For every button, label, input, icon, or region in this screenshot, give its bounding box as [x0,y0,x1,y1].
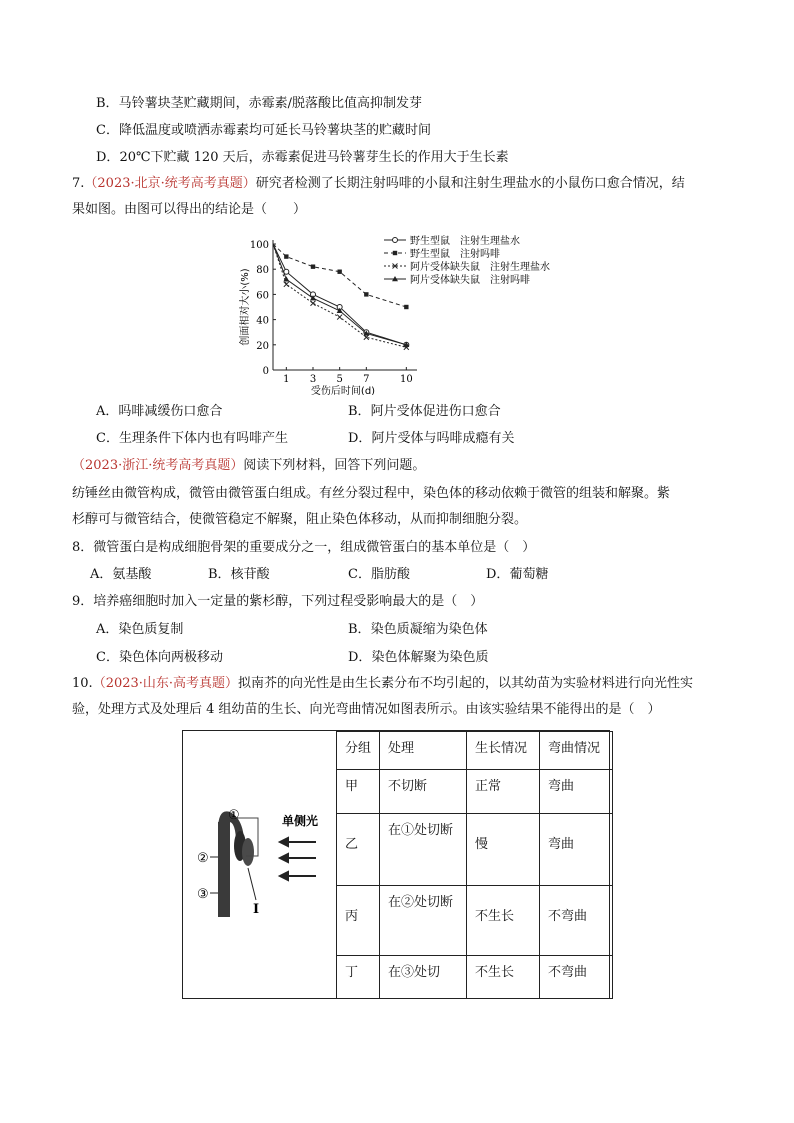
table-cell: 不弯曲 [540,886,613,956]
question-number: 7. [72,176,85,191]
data-point [364,292,368,296]
cotyledon [242,838,254,866]
table-cell: 在③处切 [380,956,467,999]
header-cell: 生长情况 [467,732,540,770]
marker-1: ① [228,808,240,823]
option-letter: B． [348,404,371,419]
seedling-figure [196,800,331,920]
q10-results-table [336,731,613,999]
q7-stem-line1 [72,174,685,194]
legend-entry: 阿片受体缺失鼠 注射吗啡 [410,275,530,286]
q6-option-b [96,94,422,114]
option-letter: C． [96,123,119,138]
table-cell: 不切断 [380,770,467,814]
table-row [337,770,613,814]
option-text: 核苷酸 [230,567,270,582]
y-tick-label: 0 [262,366,269,377]
wound-healing-chart [238,230,568,395]
y-tick-label: 40 [256,315,269,327]
series-line [273,244,406,345]
y-axis-label: 创面相对大小(%) [240,268,251,346]
passage-header [72,456,425,476]
option-text: 染色质复制 [118,622,184,637]
data-point [284,282,289,287]
x-tick-label: 5 [336,374,343,385]
option-letter: C． [96,650,119,665]
q9-option-d [348,648,488,668]
legend-entry: 野生型鼠 注射吗啡 [410,249,500,260]
question-source: （2023·北京·统考高考真题） [84,176,256,191]
option-text: 脂肪酸 [370,567,410,582]
light-arrows [280,838,316,880]
table-cell: 慢 [467,814,540,886]
question-number: 10. [72,676,93,691]
question-source: （2023·山东·高考真题） [92,676,239,691]
data-point [284,254,288,258]
option-letter: B． [348,622,371,637]
q7-option-b [348,402,501,422]
unilateral-light-label: 单侧光 [282,814,319,828]
header-cell: 处理 [380,732,467,770]
chart-series [273,244,409,350]
x-axis-label: 受伤后时间(d) [310,386,376,395]
q9-stem: 9．培养癌细胞时加入一定量的紫杉醇，下列过程受影响最大的是（ ） [72,594,484,609]
data-point [393,238,398,243]
table-cell: 乙 [337,814,380,886]
series-line [273,244,406,345]
option-letter: A． [96,404,119,419]
option-text: 葡萄糖 [509,567,549,582]
q9-option-b [348,620,488,640]
q10-stem-line1 [72,674,693,694]
legend-entry: 野生型鼠 注射生理盐水 [410,236,520,247]
y-tick-label: 20 [256,340,269,352]
option-text: 阿片受体促进伤口愈合 [370,404,501,419]
q10-stem-line2: 验，处理方式及处理后 4 组幼苗的生长、向光弯曲情况如图表所示。由该实验结果不能得出的是（ ） [72,702,661,717]
option-letter: A． [96,622,119,637]
option-letter: B． [96,96,119,111]
x-tick-label: 1 [283,374,290,385]
option-text: 染色体向两极移动 [118,650,223,665]
data-point [311,264,315,268]
option-letter: C． [348,567,371,582]
passage-source: （2023·浙江·统考高考真题） [72,458,244,473]
option-text: 染色质凝缩为染色体 [370,622,488,637]
table-cell: 正常 [467,770,540,814]
q6-option-c [96,121,431,141]
option-letter: C． [96,431,119,446]
table-row [337,814,613,886]
table-cell: 在②处切断 [380,886,467,956]
option-text: 阿片受体与吗啡成瘾有关 [371,431,515,446]
option-letter: D． [348,650,372,665]
seedling-stem [218,822,230,917]
q8-stem: 8．微管蛋白是构成细胞骨架的重要成分之一，组成微管蛋白的基本单位是（ ） [72,540,536,555]
table-row [337,956,613,999]
table-cell: 弯曲 [540,814,613,886]
marker-3: ③ [197,887,209,902]
option-letter: D． [348,431,372,446]
x-tick-label: 10 [399,374,413,385]
q6-option-d [96,148,509,168]
table-cell: 在①处切断 [380,814,467,886]
passage-text-line1: 纺锤丝由微管构成，微管由微管蛋白组成。有丝分裂过程中，染色体的移动依赖于微管的组装和解聚。紫 [72,486,671,501]
q7-option-a [96,402,222,422]
q7-stem-line2: 果如图。由图可以得出的结论是（ ） [72,202,307,217]
table-cell: 不弯曲 [540,956,613,999]
marker-2: ② [197,851,209,866]
table-cell: 不生长 [467,956,540,999]
series-line [273,244,406,347]
legend-entry: 阿片受体缺失鼠 注射生理盐水 [410,262,550,273]
table-cell: 甲 [337,770,380,814]
marker-i: I [253,902,260,917]
option-text: 吗啡减缓伤口愈合 [118,404,223,419]
data-point [337,270,341,274]
marker-i-leader [248,868,256,900]
q8-option-d [486,565,548,585]
chart-axes [238,240,417,395]
header-cell: 弯曲情况 [540,732,613,770]
q8-option-b [208,565,270,585]
data-point [404,305,408,309]
data-point [311,301,316,306]
x-tick-label: 3 [309,374,317,385]
table-cell: 不生长 [467,886,540,956]
option-text: 生理条件下体内也有吗啡产生 [118,431,288,446]
x-tick-label: 7 [363,374,370,385]
header-cell: 分组 [337,732,380,770]
y-tick-label: 100 [249,240,269,251]
question-stem: 拟南芥的向光性是由生长素分布不均引起的，以其幼苗为实验材料进行向光性实 [238,676,694,691]
option-text: 20℃下贮藏 120 天后，赤霉素促进马铃薯芽生长的作用大于生长素 [119,150,509,165]
q9-option-a [96,620,183,640]
passage-text-line2: 杉醇可与微管结合，使微管稳定不解聚，阻止染色体移动，从而抑制细胞分裂。 [72,512,528,527]
q8-option-a [90,565,151,585]
option-letter: D． [486,567,510,582]
chart-legend [384,234,550,286]
q7-option-d [348,429,514,449]
option-text: 马铃薯块茎贮藏期间，赤霉素/脱落酸比值高抑制发芽 [118,96,422,111]
q9-option-c [96,648,223,668]
table-header-row [337,732,613,770]
data-point [393,251,397,255]
question-stem: 研究者检测了长期注射吗啡的小鼠和注射生理盐水的小鼠伤口愈合情况，结 [255,176,685,191]
option-letter: B． [208,567,231,582]
q7-option-c [96,429,288,449]
option-text: 降低温度或喷洒赤霉素均可延长马铃薯块茎的贮藏时间 [118,123,431,138]
option-text: 氨基酸 [112,567,152,582]
y-tick-label: 80 [256,265,269,277]
passage-intro: 阅读下列材料，回答下列问题。 [243,458,426,473]
q8-option-c [348,565,410,585]
option-letter: D． [96,150,120,165]
data-point [337,315,342,320]
option-text: 染色体解聚为染色质 [371,650,489,665]
table-cell: 丁 [337,956,380,999]
option-letter: A． [90,567,113,582]
table-row [337,886,613,956]
table-cell: 弯曲 [540,770,613,814]
y-tick-label: 60 [256,290,269,302]
table-cell: 丙 [337,886,380,956]
